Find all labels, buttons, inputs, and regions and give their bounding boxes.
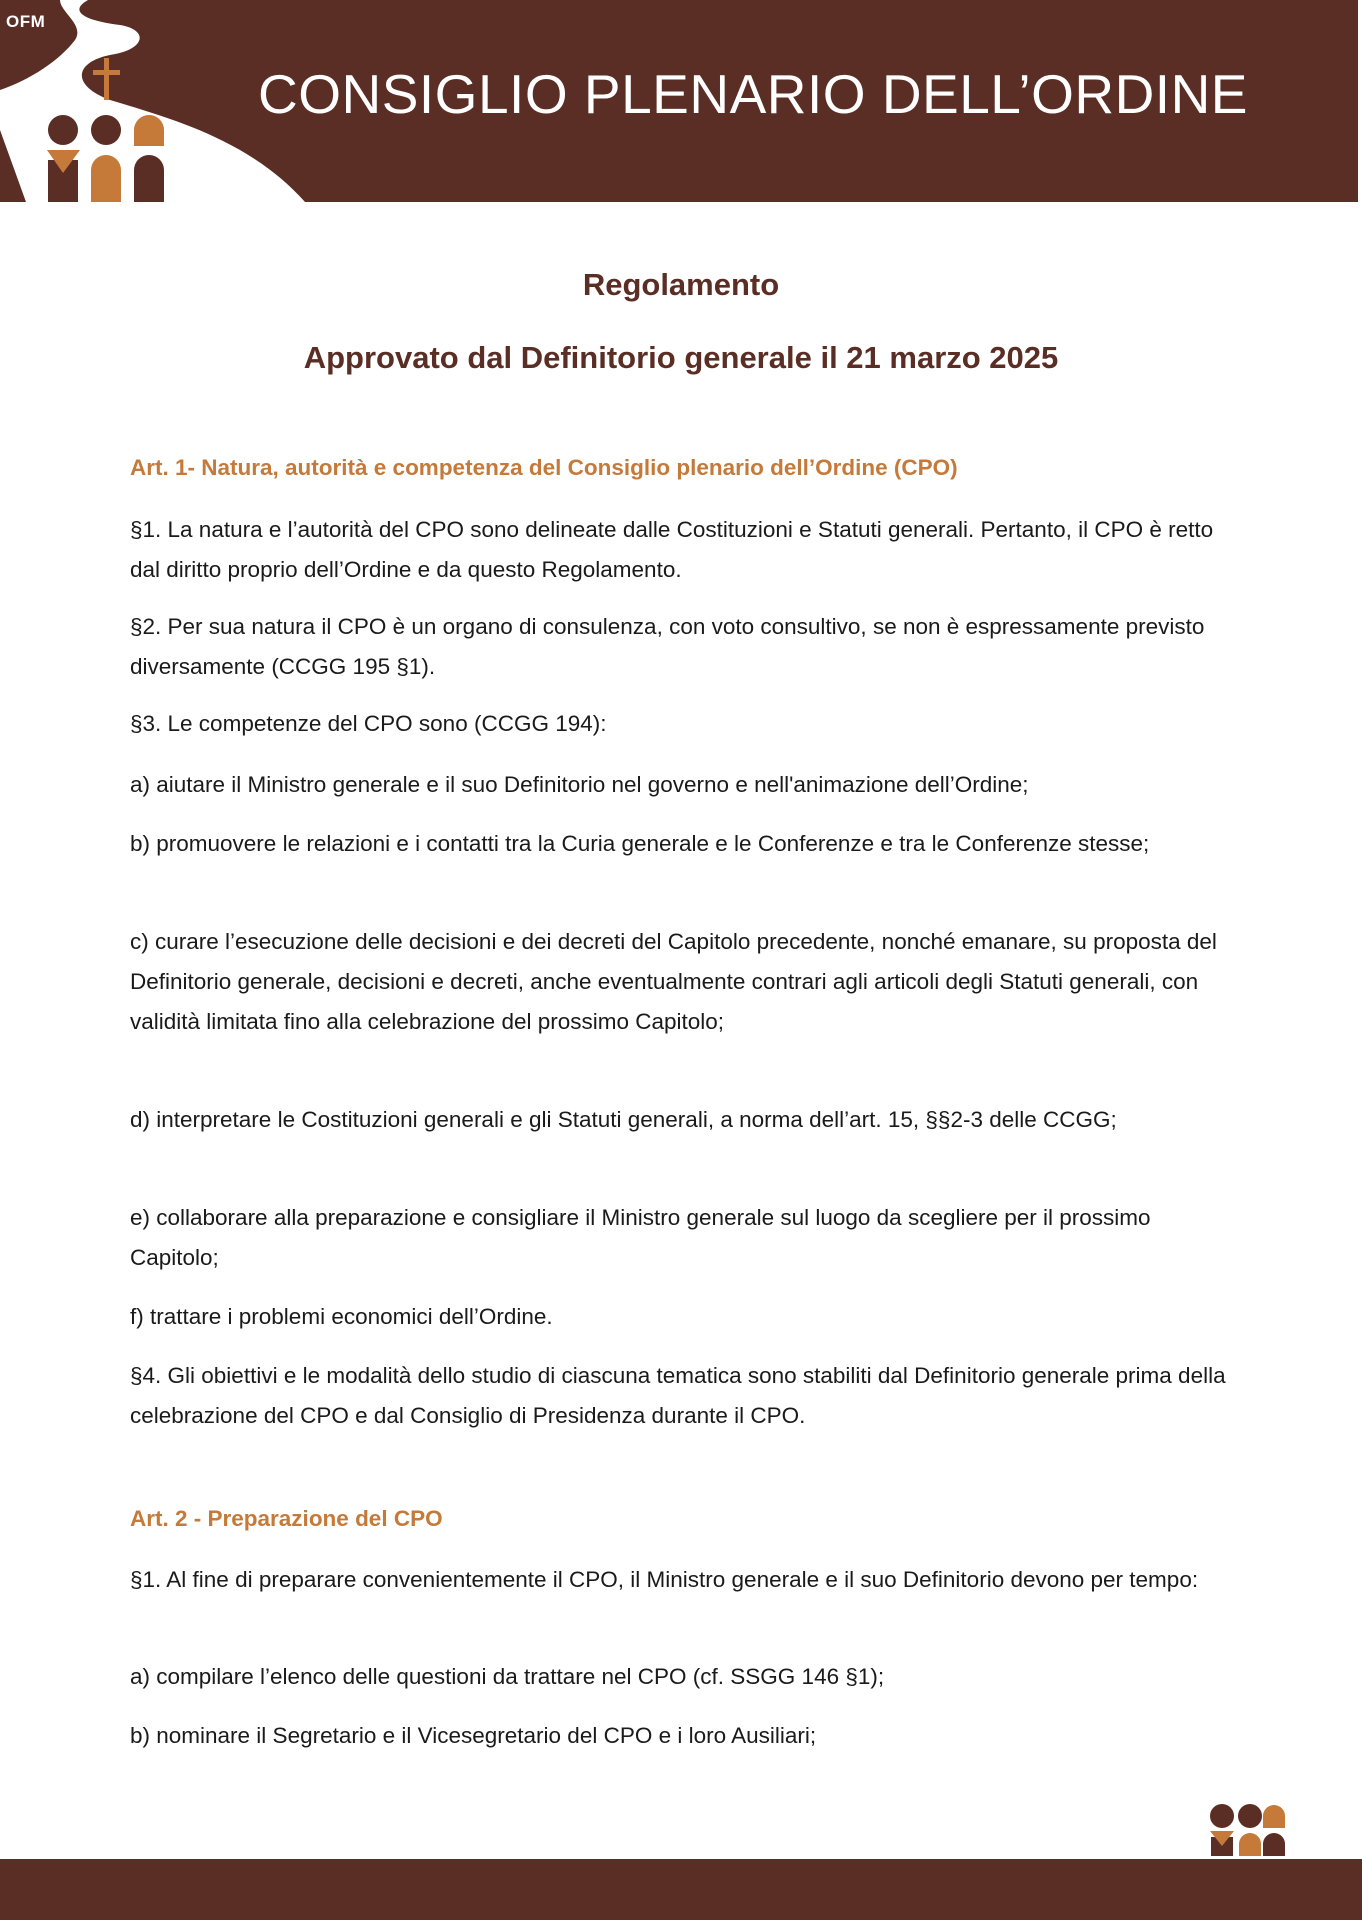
- article-1-paragraph: §1. La natura e l’autorità del CPO sono delineate dalle Costituzioni e Statuti generali. Pertanto, il CPO è retto dal diritto proprio dell’Ordine e da questo Regolamento.: [130, 517, 1214, 582]
- cross-icon: [104, 58, 109, 100]
- article-1-list-item: c) curare l’esecuzione delle decisioni e dei decreti del Capitolo precedente, nonché emanare, su proposta del Definitorio generale, decisioni e decreti, anche eventualmente contrari agli articoli degli Statuti generali, con validità limitata fino alla celebrazione del prossimo Capitolo;: [130, 929, 1217, 1034]
- document-title: Regolamento: [582, 267, 780, 302]
- article-1-list-item: f) trattare i problemi economici dell’Ordine.: [130, 1304, 553, 1329]
- header-title: CONSIGLIO PLENARIO DELL’ORDINE: [258, 63, 1248, 125]
- article-2-list-item: a) compilare l’elenco delle questioni da trattare nel CPO (cf. SSGG 146 §1);: [130, 1664, 885, 1689]
- article-1-list-item: e) collaborare alla preparazione e consigliare il Ministro generale sul luogo da scegliere per il prossimo Capitolo;: [130, 1205, 1151, 1270]
- article-2-paragraph: §1. Al fine di preparare convenientemente il CPO, il Ministro generale e il suo Definitorio devono per tempo:: [130, 1567, 1199, 1592]
- article-1-list-item: b) promuovere le relazioni e i contatti tra la Curia generale e le Conferenze e tra le Conferenze stesse;: [130, 831, 1150, 856]
- article-1-paragraph: §2. Per sua natura il CPO è un organo di consulenza, con voto consultivo, se non è espressamente previsto diversamente (CCGG 195 §1).: [130, 614, 1205, 679]
- article-2-heading: Art. 2 - Preparazione del CPO: [130, 1506, 443, 1531]
- header-banner: [0, 0, 1358, 202]
- document-subtitle: Approvato dal Definitorio generale il 21 marzo 2025: [303, 340, 1059, 375]
- ofm-logo-text: OFM: [6, 12, 46, 31]
- article-2-list-item: b) nominare il Segretario e il Vicesegretario del CPO e i loro Ausiliari;: [130, 1723, 817, 1748]
- article-1-paragraph: §3. Le competenze del CPO sono (CCGG 194):: [130, 711, 607, 736]
- article-1-paragraph: §4. Gli obiettivi e le modalità dello studio di ciascuna tematica sono stabiliti dal Definitorio generale prima della celebrazione del CPO e dal Consiglio di Presidenza durante il CPO.: [130, 1363, 1226, 1428]
- footer-figures-logo: [1205, 1804, 1285, 1856]
- article-1-list-item: a) aiutare il Ministro generale e il suo Definitorio nel governo e nell'animazione dell’Ordine;: [130, 772, 1029, 797]
- article-1-heading: Art. 1- Natura, autorità e competenza del Consiglio plenario dell’Ordine (CPO): [130, 455, 958, 480]
- article-1-list-item: d) interpretare le Costituzioni generali e gli Statuti generali, a norma dell’art. 15, §§2-3 delle CCGG;: [130, 1107, 1117, 1132]
- footer-banner: [0, 1859, 1362, 1920]
